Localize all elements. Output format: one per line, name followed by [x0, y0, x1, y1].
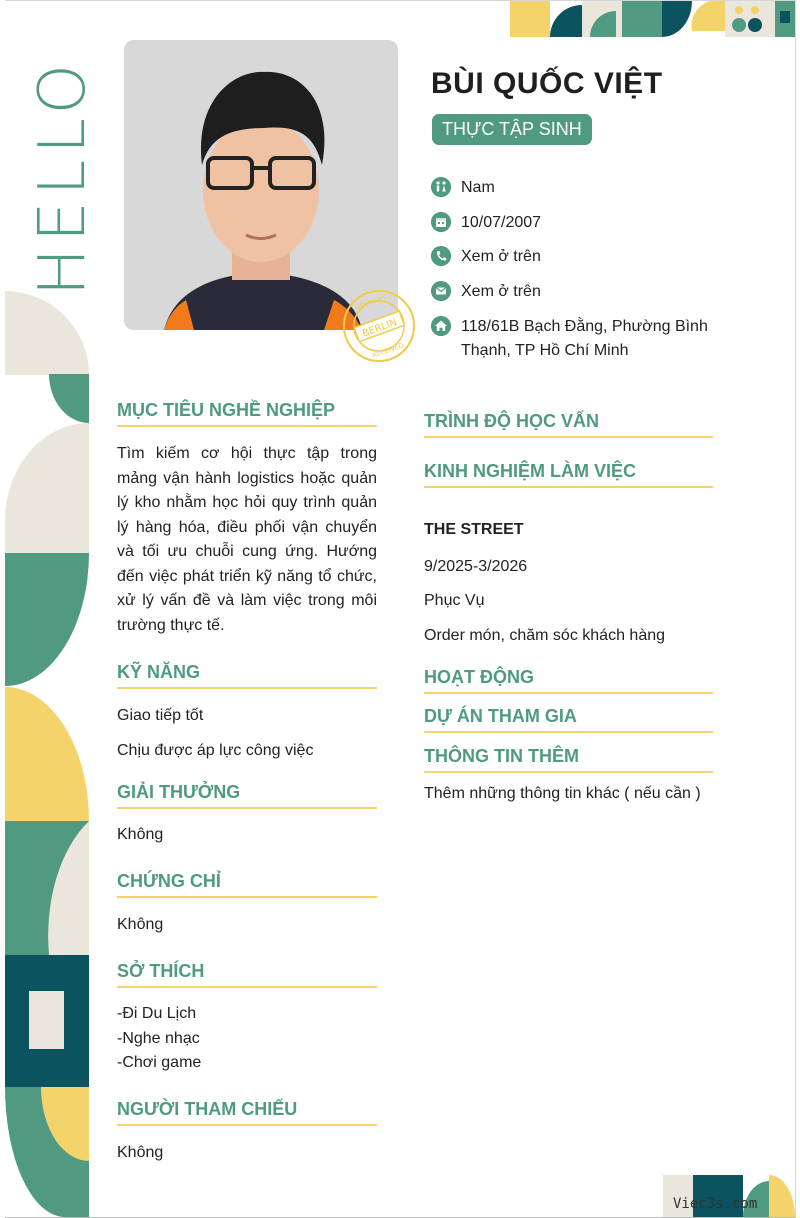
projects-title: DỰ ÁN THAM GIA: [424, 706, 713, 733]
experience-period: 9/2025-3/2026: [424, 558, 528, 575]
phone-value: Xem ở trên: [461, 248, 541, 265]
additional-text: Thêm những thông tin khác ( nếu cần ): [424, 785, 701, 802]
svg-text:GERMANY: GERMANY: [353, 293, 388, 312]
svg-text:BERLIN: BERLIN: [360, 317, 399, 340]
education-title: TRÌNH ĐỘ HỌC VẤN: [424, 411, 713, 438]
experience-company: THE STREET: [424, 521, 524, 538]
watermark: Viec3s.com: [673, 1196, 758, 1212]
skills-title: KỸ NĂNG: [117, 662, 377, 689]
skill-item: Chịu được áp lực công việc: [117, 742, 314, 759]
experience-role: Phục Vụ: [424, 592, 485, 609]
position-badge: THỰC TẬP SINH: [432, 114, 592, 145]
home-icon: [431, 316, 451, 336]
objective-title: MỤC TIÊU NGHỀ NGHIỆP: [117, 400, 377, 427]
address-value: 118/61B Bạch Đằng, Phường Bình Thạnh, TP Hồ Chí Minh: [461, 318, 708, 359]
references-title: NGƯỜI THAM CHIẾU: [117, 1099, 377, 1126]
objective-text: Tìm kiếm cơ hội thực tập trong mảng vận hành logistics hoặc quản lý kho nhằm học hỏi quy trình quản lý hàng hóa, điều phối vận chuyển và tối ưu chuỗi cung ứng. Hướng đến việc phát triển kỹ năng tổ chức, xử lý vấn đề và làm việc trong môi trường thực tế.: [117, 445, 377, 634]
hobbies-title: SỞ THÍCH: [117, 961, 377, 988]
calendar-icon: [431, 212, 451, 232]
experience-description: Order món, chăm sóc khách hàng: [424, 627, 666, 644]
candidate-name: BÙI QUỐC VIỆT: [431, 67, 663, 100]
cv-page: [5, 0, 796, 1218]
awards-title: GIẢI THƯỞNG: [117, 782, 377, 809]
hobby-item: -Đi Du Lịch: [117, 1005, 197, 1022]
hobby-item: -Chơi game: [117, 1054, 202, 1071]
email-value: Xem ở trên: [461, 283, 541, 300]
svg-text:RECEIVED: RECEIVED: [371, 341, 405, 360]
additional-title: THÔNG TIN THÊM: [424, 746, 713, 773]
skill-item: Giao tiếp tốt: [117, 707, 204, 724]
certificates-text: Không: [117, 916, 164, 933]
activities-title: HOẠT ĐỘNG: [424, 667, 713, 694]
gender-icon: [431, 177, 451, 197]
berlin-stamp: [341, 288, 417, 364]
birthday-value: 10/07/2007: [461, 214, 542, 231]
phone-icon: [431, 246, 451, 266]
experience-title: KINH NGHIỆM LÀM VIỆC: [424, 461, 713, 488]
gender-value: Nam: [461, 179, 495, 196]
references-text: Không: [117, 1144, 164, 1161]
hobby-item: -Nghe nhạc: [117, 1029, 200, 1047]
top-decoration: [510, 1, 795, 37]
certificates-title: CHỨNG CHỈ: [117, 871, 377, 898]
awards-text: Không: [117, 826, 164, 843]
profile-photo: [124, 40, 398, 330]
hello-vertical-text: HELLO: [26, 58, 100, 296]
email-icon: [431, 281, 451, 301]
